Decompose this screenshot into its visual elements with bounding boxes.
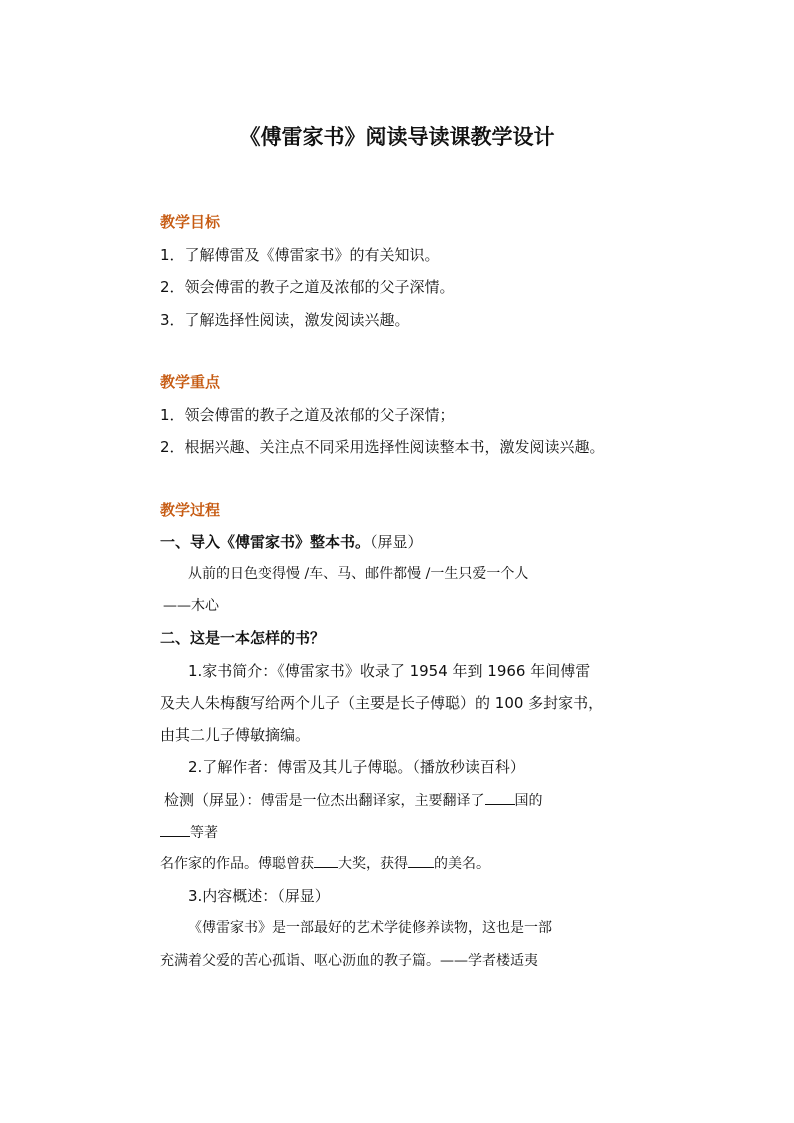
goal-item-1: 1．了解傅雷及《傅雷家书》的有关知识。 — [160, 246, 440, 264]
test-text-6: 的美名。 — [434, 856, 490, 872]
keypoints-heading: 教学重点 — [160, 373, 221, 391]
section1-title: 一、导入《傅雷家书》整本书。 — [160, 533, 371, 551]
overview-line: 3.内容概述：（屏显） — [188, 887, 330, 905]
quote-line-2: 充满着父爱的苦心孤诣、呕心沥血的教子篇。——学者楼适夷 — [160, 953, 538, 969]
intro-line-2: 及夫人朱梅馥写给两个儿子（主要是长子傅聪）的 100 多封家书， — [160, 694, 604, 712]
goal-item-2: 2．领会傅雷的教子之道及浓郁的父子深情。 — [160, 278, 455, 296]
test-text-4: 名作家的作品。傅聪曾获 — [160, 856, 314, 872]
test-line-1 — [164, 789, 543, 812]
test-text-5: 大奖，获得 — [338, 856, 408, 872]
goal-item-3: 3．了解选择性阅读，激发阅读兴趣。 — [160, 311, 410, 329]
poem-author: ——木心 — [163, 598, 219, 614]
blank-award — [314, 853, 338, 868]
quote-line-1: 《傅雷家书》是一部最好的艺术学徒修养读物，这也是一部 — [188, 920, 552, 936]
document-title: 《傅雷家书》阅读导读课教学设计 — [239, 125, 555, 149]
keypoint-item-1: 1．领会傅雷的教子之道及浓郁的父子深情； — [160, 406, 455, 424]
poem-line: 从前的日色变得慢 /车、马、邮件都慢 /一生只爱一个人 — [188, 566, 529, 582]
section1-heading — [160, 531, 423, 553]
blank-title — [408, 853, 434, 868]
test-line-2 — [160, 821, 218, 844]
blank-works — [160, 822, 190, 837]
test-line-3 — [160, 853, 490, 875]
process-heading: 教学过程 — [160, 501, 221, 519]
keypoint-item-2: 2．根据兴趣、关注点不同采用选择性阅读整本书，激发阅读兴趣。 — [160, 438, 605, 456]
author-line: 2.了解作者：傅雷及其儿子傅聪。（播放秒读百科） — [188, 758, 525, 776]
test-label: 检测（屏显） — [164, 791, 247, 809]
section1-note: （屏显） — [370, 533, 423, 551]
test-text-1: ：傅雷是一位杰出翻译家，主要翻译了 — [246, 793, 485, 809]
section2-title: 二、这是一本怎样的书？ — [160, 629, 326, 647]
blank-country — [485, 790, 515, 805]
test-text-3: 等著 — [190, 825, 218, 841]
intro-line-3: 由其二儿子傅敏摘编。 — [160, 726, 311, 744]
goals-heading: 教学目标 — [160, 213, 221, 231]
intro-line-1: 1.家书简介：《傅雷家书》收录了 1954 年到 1966 年间傅雷 — [188, 662, 591, 680]
test-text-2: 国的 — [514, 793, 543, 809]
